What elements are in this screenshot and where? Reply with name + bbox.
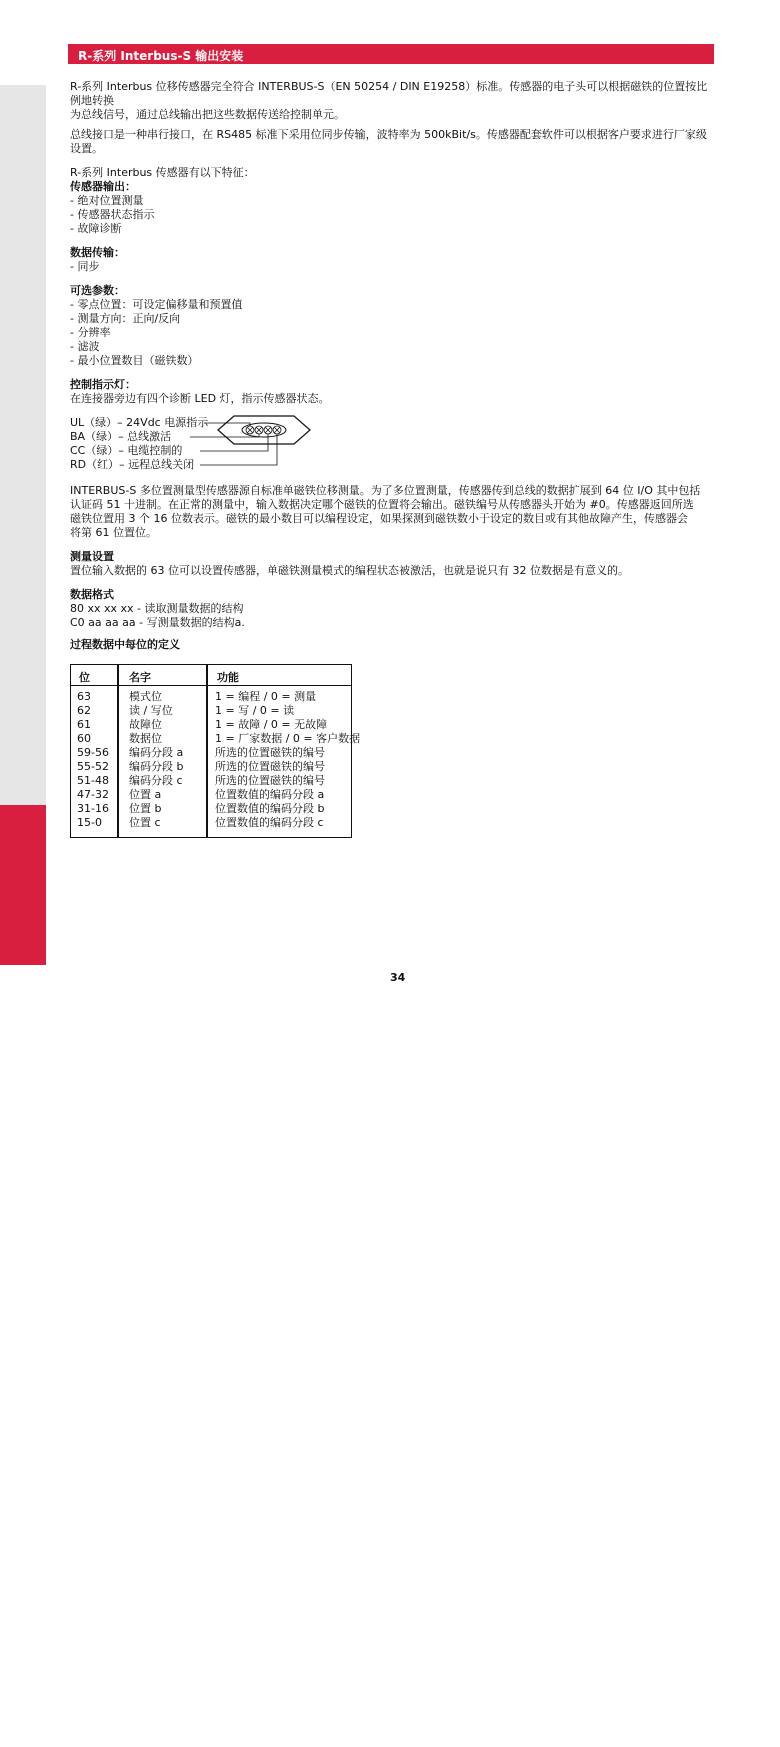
data-format-line: C0 aa aa aa - 写测量数据的结构a. <box>70 616 245 629</box>
table-row <box>71 732 361 746</box>
side-section-tab <box>0 805 46 1747</box>
table-row <box>71 802 351 816</box>
table-header-cell: 位 <box>79 671 90 684</box>
side-tab-label: R-系列 Interbus-S <box>16 1633 31 1747</box>
table-cell: 编码分段 a <box>129 746 184 759</box>
document-body <box>70 80 718 652</box>
table-row <box>71 760 351 774</box>
sensor-output-heading: 传感器输出： <box>70 180 136 193</box>
table-cell: 55-52 <box>77 760 109 773</box>
table-cell: 位置 c <box>129 816 161 829</box>
led-cc-label: CC（绿）– 电缆控制的 <box>70 444 183 457</box>
table-cell: 所选的位置磁铁的编号 <box>215 774 325 787</box>
led-rd-label: RD（红）– 远程总线关闭 <box>70 458 195 471</box>
table-cell: 所选的位置磁铁的编号 <box>215 746 325 759</box>
intro-line: R-系列 Interbus 位移传感器完全符合 INTERBUS-S（EN 50254 / DIN E19258）标准。传感器的电子头可以根据磁铁的位置按比例地转换 <box>70 80 708 107</box>
measure-setting-text: 置位输入数据的 63 位可以设置传感器，单磁铁测量模式的编程状态被激活，也就是说只有 32 位数据是有意义的。 <box>70 564 629 577</box>
list-item: - 故障诊断 <box>70 222 122 235</box>
table-cell: 数据位 <box>129 732 162 745</box>
table-cell: 47-32 <box>77 788 109 801</box>
list-item: - 最小位置数目（磁铁数） <box>70 354 199 367</box>
table-cell: 读 / 写位 <box>129 704 173 717</box>
table-cell: 位置数值的编码分段 a <box>215 788 325 801</box>
leds-description: 在连接器旁边有四个诊断 LED 灯，指示传感器状态。 <box>70 392 330 405</box>
table-cell: 31-16 <box>77 802 109 815</box>
list-item: - 分辨率 <box>70 326 111 339</box>
led-ba-label: BA（绿）– 总线激活 <box>70 430 172 443</box>
table-cell: 编码分段 b <box>129 760 184 773</box>
leds-heading: 控制指示灯： <box>70 378 136 391</box>
data-format-line: 80 xx xx xx - 读取测量数据的结构 <box>70 602 244 615</box>
intro-line: 设置。 <box>70 142 103 155</box>
bit-definition-table <box>70 664 361 838</box>
table-cell: 所选的位置磁铁的编号 <box>215 760 325 773</box>
multi-line: 将第 61 位置位。 <box>70 526 157 539</box>
table-header <box>71 665 351 686</box>
table-row <box>71 774 351 788</box>
table-title: 过程数据中每位的定义 <box>70 638 180 651</box>
multi-line: 磁铁位置用 3 个 16 位数表示。磁铁的最小数目可以编程设定，如果探测到磁铁数小于设定的数目或有其他故障产生，传感器会 <box>70 512 688 525</box>
list-item: - 滤波 <box>70 340 100 353</box>
table-row <box>71 704 351 718</box>
table-cell: 位置 b <box>129 802 162 815</box>
measure-setting-heading: 测量设置 <box>70 550 114 563</box>
table-cell: 模式位 <box>129 690 162 703</box>
list-item: - 传感器状态指示 <box>70 208 155 221</box>
table-cell: 60 <box>77 732 91 745</box>
table-cell: 位置 a <box>129 788 162 801</box>
table-cell: 位置数值的编码分段 c <box>215 816 324 829</box>
led-ul-label: UL（绿）– 24Vdc 电源指示 <box>70 416 209 429</box>
table-cell: 51-48 <box>77 774 109 787</box>
table-cell: 1 = 厂家数据 / 0 = 客户数据 <box>215 732 361 745</box>
intro-line: 总线接口是一种串行接口，在 RS485 标准下采用位同步传输，波特率为 500kBit/s。传感器配套软件可以根据客户要求进行厂家级 <box>70 128 707 141</box>
table-cell: 编码分段 c <box>129 774 183 787</box>
section-title: R-系列 Interbus-S 输出安装 <box>78 49 244 63</box>
multi-line: INTERBUS-S 多位置测量型传感器源自标准单磁铁位移测量。为了多位置测量，传感器传到总线的数据扩展到 64 位 I/O 其中包括 <box>70 484 701 497</box>
side-margin-band <box>0 85 46 805</box>
table-cell: 故障位 <box>129 718 162 731</box>
data-transfer-heading: 数据传输： <box>70 246 125 259</box>
table-cell: 59-56 <box>77 746 109 759</box>
list-item: - 同步 <box>70 260 100 273</box>
multi-line: 认证码 51 十进制。在正常的测量中，输入数据决定哪个磁铁的位置将会输出。磁铁编号从传感器头开始为 #0。传感器返回所选 <box>70 498 694 511</box>
table-row <box>71 746 351 760</box>
intro-line: 为总线信号，通过总线输出把这些数据传送给控制单元。 <box>70 108 345 121</box>
data-format-heading: 数据格式 <box>70 588 114 601</box>
section-header-bar <box>68 44 714 64</box>
led-connector-icon <box>70 412 370 474</box>
list-item: - 零点位置：可设定偏移量和预置值 <box>70 298 243 311</box>
led-diagram <box>70 412 718 474</box>
table-cell: 1 = 故障 / 0 = 无故障 <box>215 718 328 731</box>
table-row <box>71 788 351 802</box>
table-cell: 61 <box>77 718 91 731</box>
features-intro: R-系列 Interbus 传感器有以下特征： <box>70 166 255 179</box>
table-row <box>71 718 351 732</box>
table-row <box>71 690 351 704</box>
table-header-cell: 名字 <box>129 671 151 684</box>
table-cell: 62 <box>77 704 91 717</box>
table-cell: 1 = 编程 / 0 = 测量 <box>215 690 317 703</box>
options-heading: 可选参数： <box>70 284 125 297</box>
table-header-cell: 功能 <box>217 671 239 684</box>
table-cell: 15-0 <box>77 816 102 829</box>
table-cell: 1 = 写 / 0 = 读 <box>215 704 295 717</box>
list-item: - 绝对位置测量 <box>70 194 144 207</box>
table-row <box>71 816 351 830</box>
list-item: - 测量方向：正向/反向 <box>70 312 181 325</box>
table-cell: 位置数值的编码分段 b <box>215 802 325 815</box>
table-cell: 63 <box>77 690 91 703</box>
page-number: 34 <box>390 971 406 984</box>
